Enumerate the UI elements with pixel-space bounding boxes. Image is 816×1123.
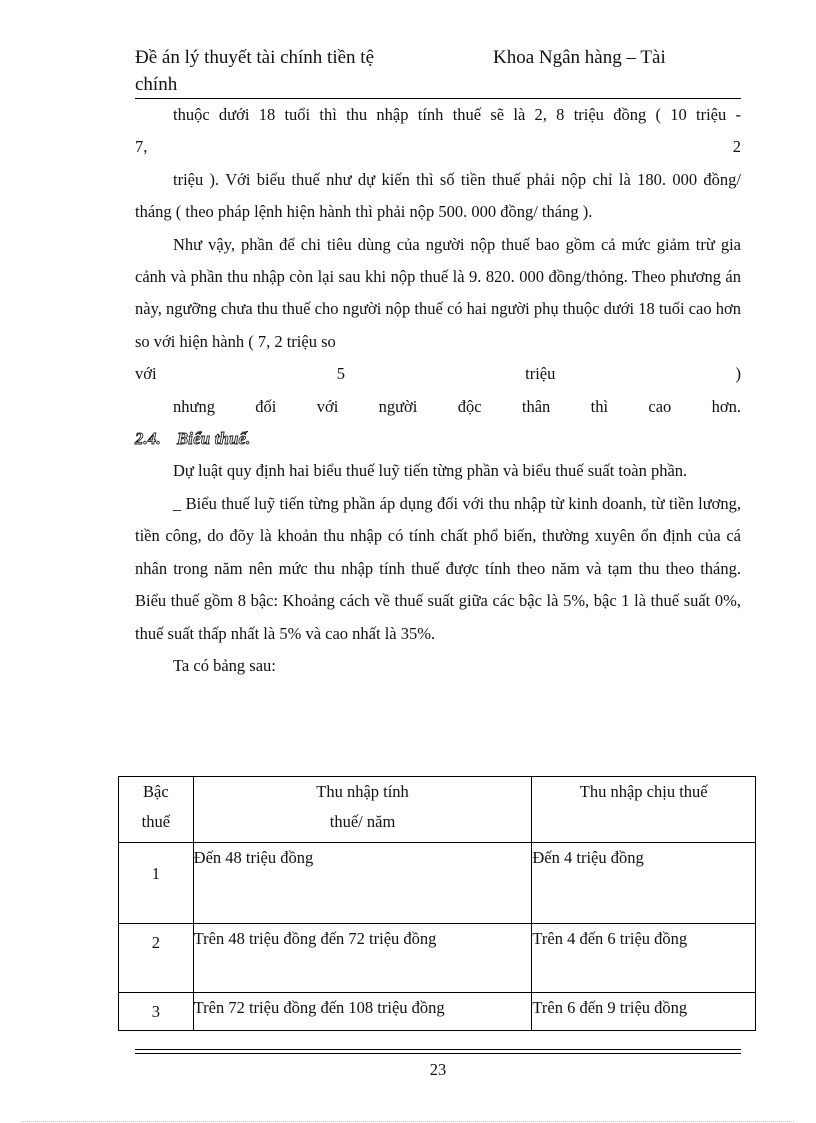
cell-level: 3: [119, 993, 194, 1031]
cell-level: 1: [119, 843, 194, 924]
header-cell-level: Bậc thuế: [119, 777, 194, 843]
paragraph-spending: Như vậy, phần để chi tiêu dùng của người nộp thuế bao gồm cả mức giảm trừ gia cảnh và phần thu nhập còn lại sau khi nộp thuế là 9. 820. 000 đồng/thỏng. Theo phương án này, ngưỡng chưa thu thuế cho người nộp thuế có hai người phụ thuộc dưới 18 tuổi cao hơn so với hiện hành ( 7, 2 triệu so: [135, 234, 741, 351]
cell-annual: Trên 72 triệu đồng đến 108 triệu đồng: [193, 993, 532, 1031]
paragraph-continued-line-2: 7, 2: [135, 137, 741, 157]
table-header-row: [119, 777, 756, 843]
footer-divider-bottom: [135, 1053, 741, 1054]
section-heading: [135, 423, 741, 455]
paragraph-draft-law: Dự luật quy định hai biểu thuế luỹ tiến từng phần và biểu thuế suất toàn phần.: [173, 461, 688, 481]
document-body: [135, 99, 741, 682]
footer-divider-top: [135, 1049, 741, 1050]
paragraph-continued-line: thuộc dưới 18 tuổi thì thu nhập tính thuế sẽ là 2, 8 triệu đồng ( 10 triệu -: [173, 105, 741, 124]
cell-annual: Đến 48 triệu đồng: [193, 843, 532, 924]
table-row: [119, 843, 756, 924]
paragraph-tax-amount: triệu ). Với biểu thuế như dự kiến thì số tiền thuế phải nộp chỉ là 180. 000 đồng/ tháng ( theo pháp lệnh hiện hành thì phải nộp 500. 000 đồng/ tháng ).: [135, 169, 741, 222]
page-edge: [22, 1121, 794, 1122]
table-row: [119, 993, 756, 1031]
cell-annual: Trên 48 triệu đồng đến 72 triệu đồng: [193, 924, 532, 993]
cell-monthly: Đến 4 triệu đồng: [532, 843, 756, 924]
cell-monthly: Trên 6 đến 9 triệu đồng: [532, 993, 756, 1031]
header-title: Đề án lý thuyết tài chính tiền tệ: [135, 47, 375, 68]
paragraph-single-person: nhưng đối với người độc thân thì cao hơn.: [173, 396, 741, 416]
section-title: Biểu thuế.: [177, 429, 251, 449]
table-row: [119, 924, 756, 993]
paragraph-table-intro: Ta có bảng sau:: [173, 655, 276, 675]
header-department: Khoa Ngân hàng – Tài: [493, 47, 666, 68]
header-title-continued: chính: [135, 74, 178, 95]
header-cell-annual: Thu nhập tính thuế/ năm: [193, 777, 532, 843]
page-number: 23: [429, 1060, 447, 1079]
cell-monthly: Trên 4 đến 6 triệu đồng: [532, 924, 756, 993]
tax-bracket-table: [118, 776, 756, 1031]
section-number: 2.4.: [135, 429, 161, 449]
cell-level: 2: [119, 924, 194, 993]
paragraph-progressive-tax: _ Biểu thuế luỹ tiến từng phần áp dụng đối với thu nhập từ kinh doanh, từ tiền lương, tiền công, do đõy là khoản thu nhập có tính chất phổ biến, thường xuyên ổn định của cá nhân trong năm nên mức thu nhập tính thuế được tính theo năm và tạm thu theo tháng. Biểu thuế gồm 8 bậc: Khoảng cách về thuế suất giữa các bậc là 5%, bậc 1 là thuế suất 0%, thuế suất thấp nhất là 5% và cao nhất là 35%.: [135, 493, 741, 643]
header-cell-monthly: Thu nhập chịu thuế: [532, 777, 756, 843]
paragraph-spending-last-line: với 5 triệu ): [135, 364, 741, 384]
